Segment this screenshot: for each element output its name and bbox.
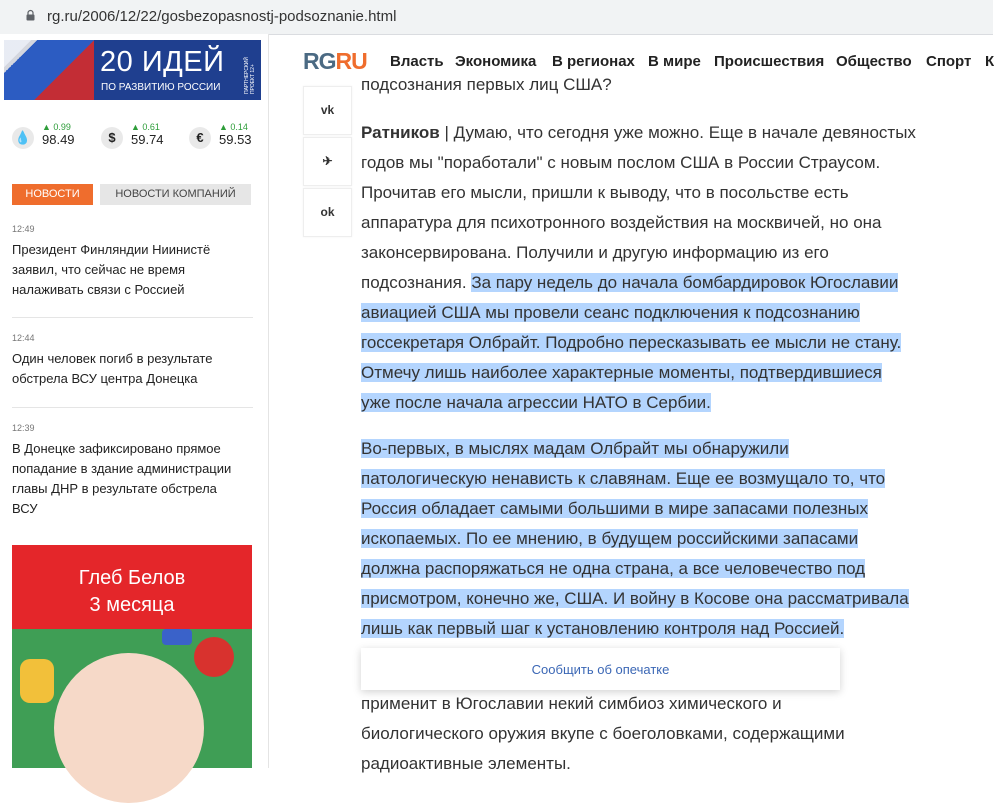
article-line	[361, 118, 916, 148]
banner-partner-label: ПАРТНЕРСКИЙ ПРОЕКТ 12+	[244, 56, 256, 94]
article-line	[361, 494, 868, 524]
url-text[interactable]: rg.ru/2006/12/22/gosbezopasnostj-podsoznanie.html	[47, 8, 397, 25]
ad-name: Глеб Белов	[78, 567, 186, 589]
report-typo-button[interactable]: Сообщить об опечатке	[361, 648, 840, 690]
logo-rg: RG	[303, 48, 336, 74]
share-telegram-button[interactable]	[303, 137, 352, 186]
article-line	[361, 524, 858, 554]
news-title-line: В Донецке зафиксировано прямое	[12, 441, 221, 456]
selected-text[interactable]: уже после начала агрессии НАТО в Сербии.	[361, 393, 711, 412]
quote-value: 59.74	[131, 132, 164, 147]
ad-age: 3 месяца	[89, 594, 175, 616]
selected-text[interactable]: должна распоряжаться не одна страна, а все человечество под	[361, 559, 866, 578]
ad-photo	[12, 629, 252, 768]
article-line	[361, 434, 789, 464]
oil-drop-icon: 💧	[12, 127, 34, 149]
vk-icon: vk	[320, 103, 335, 117]
news-title-line: обстрела ВСУ центра Донецка	[12, 371, 198, 386]
nav-item-society[interactable]: Общество	[836, 53, 912, 70]
site-logo[interactable]	[303, 48, 367, 75]
nav-item-world[interactable]: В мире	[648, 53, 701, 70]
line-text: подсознания.	[361, 273, 472, 292]
quote-value: 59.53	[219, 132, 252, 147]
selected-text[interactable]: присмотром, конечно же, США. И войну в Косове она рассматривала	[361, 589, 909, 608]
article-line: законсервирована. Получили и другую информацию из его	[361, 243, 829, 262]
quote-value: 98.49	[42, 132, 75, 147]
telegram-icon: ✈	[322, 154, 333, 168]
toy-shape	[162, 629, 192, 645]
toy-shape	[194, 637, 234, 677]
news-title-line: ВСУ	[12, 501, 38, 516]
nav-item-regions[interactable]: В регионах	[552, 53, 635, 70]
selected-text[interactable]: авиацией США мы провели сеанс подключения к подсознанию	[361, 303, 860, 322]
news-item[interactable]	[12, 423, 253, 519]
toy-shape	[20, 659, 54, 703]
quote-change: ▲ 0.99	[42, 122, 71, 132]
charity-ad[interactable]	[12, 545, 252, 768]
article-line	[361, 554, 865, 584]
article-line	[361, 584, 909, 614]
odnoklassniki-icon: ok	[320, 205, 335, 219]
news-time: 12:49	[12, 224, 35, 234]
article-line	[361, 388, 711, 418]
selected-text[interactable]: За пару недель до начала бомбардировок Югославии	[471, 273, 899, 292]
left-sidebar	[0, 34, 269, 768]
news-item[interactable]	[12, 224, 253, 300]
article-line: биологического оружия вкупе с боеголовками, содержащими	[361, 724, 845, 743]
selected-text[interactable]: лишь как первый шаг к установлению контроля над Россией.	[361, 619, 845, 638]
share-vk-button[interactable]	[303, 86, 352, 135]
divider	[12, 407, 253, 408]
article-line	[361, 358, 882, 388]
promo-banner[interactable]	[4, 40, 261, 100]
news-title-line: Президент Финляндии Ниинистё	[12, 242, 211, 257]
news-title-line: попадание в здание администрации	[12, 461, 232, 476]
nav-item-more[interactable]: К	[985, 53, 994, 70]
euro-icon: €	[189, 127, 211, 149]
article-line	[361, 328, 901, 358]
tab-news[interactable]: НОВОСТИ	[12, 184, 93, 205]
banner-title: 20 ИДЕЙ	[100, 46, 225, 78]
dollar-icon: $	[101, 127, 123, 149]
quote-change: ▲ 0.14	[219, 122, 248, 132]
article-line	[361, 464, 885, 494]
nav-item-sport[interactable]: Спорт	[926, 53, 972, 70]
nav-item-incidents[interactable]: Происшествия	[714, 53, 825, 70]
selected-text[interactable]: Отмечу лишь наиболее характерные моменты, подтвердившиеся	[361, 363, 882, 382]
share-ok-button[interactable]	[303, 188, 352, 237]
article-line	[361, 298, 860, 328]
article-line: применит в Югославии некий симбиоз химического и	[361, 694, 782, 713]
selected-text[interactable]: Россия обладает самыми большими в мире запасами полезных	[361, 499, 868, 518]
selected-text[interactable]: ископаемых. По ее мнению, в будущем российскими запасами	[361, 529, 859, 548]
article-line: годов мы "поработали" с новым послом США в России Страусом.	[361, 153, 881, 172]
news-title-line: налаживать связи с Россией	[12, 282, 185, 297]
article-line: Прочитав его мысли, пришли к выводу, что в посольстве есть	[361, 183, 849, 202]
article-line	[361, 614, 844, 644]
news-title-line: Один человек погиб в результате	[12, 351, 213, 366]
news-time: 12:39	[12, 423, 35, 433]
news-item[interactable]	[12, 333, 253, 389]
nav-item-economy[interactable]: Экономика	[455, 53, 537, 70]
banner-subtitle: ПО РАЗВИТИЮ РОССИИ	[101, 82, 221, 93]
browser-url-bar[interactable]	[0, 0, 993, 35]
selected-text[interactable]: госсекретаря Олбрайт. Подробно пересказывать ее мысли не стану.	[361, 333, 902, 352]
lock-icon	[26, 10, 35, 21]
selected-text[interactable]: патологическую ненависть к славянам. Еще ее возмущало то, что	[361, 469, 886, 488]
selected-text[interactable]: Во-первых, в мыслях мадам Олбрайт мы обнаружили	[361, 439, 789, 458]
article-line: радиоактивные элементы.	[361, 754, 571, 773]
article-line	[361, 268, 898, 298]
article-line: аппаратура для психотронного воздействия на москвичей, но она	[361, 213, 882, 232]
divider	[12, 317, 253, 318]
flag-graphic	[4, 40, 94, 100]
quote-change: ▲ 0.61	[131, 122, 160, 132]
nav-item-vlast[interactable]: Власть	[390, 53, 444, 70]
news-title-line: заявил, что сейчас не время	[12, 262, 186, 277]
article-line: подсознания первых лиц США?	[361, 75, 612, 94]
news-title-line: главы ДНР в результате обстрела	[12, 481, 217, 496]
baby-face	[54, 653, 204, 803]
line-text: | Думаю, что сегодня уже можно. Еще в начале девяностых	[439, 123, 916, 142]
speaker-name: Ратников	[361, 123, 440, 142]
tab-company-news[interactable]: НОВОСТИ КОМПАНИЙ	[100, 184, 251, 205]
logo-ru: RU	[335, 48, 367, 74]
news-time: 12:44	[12, 333, 35, 343]
